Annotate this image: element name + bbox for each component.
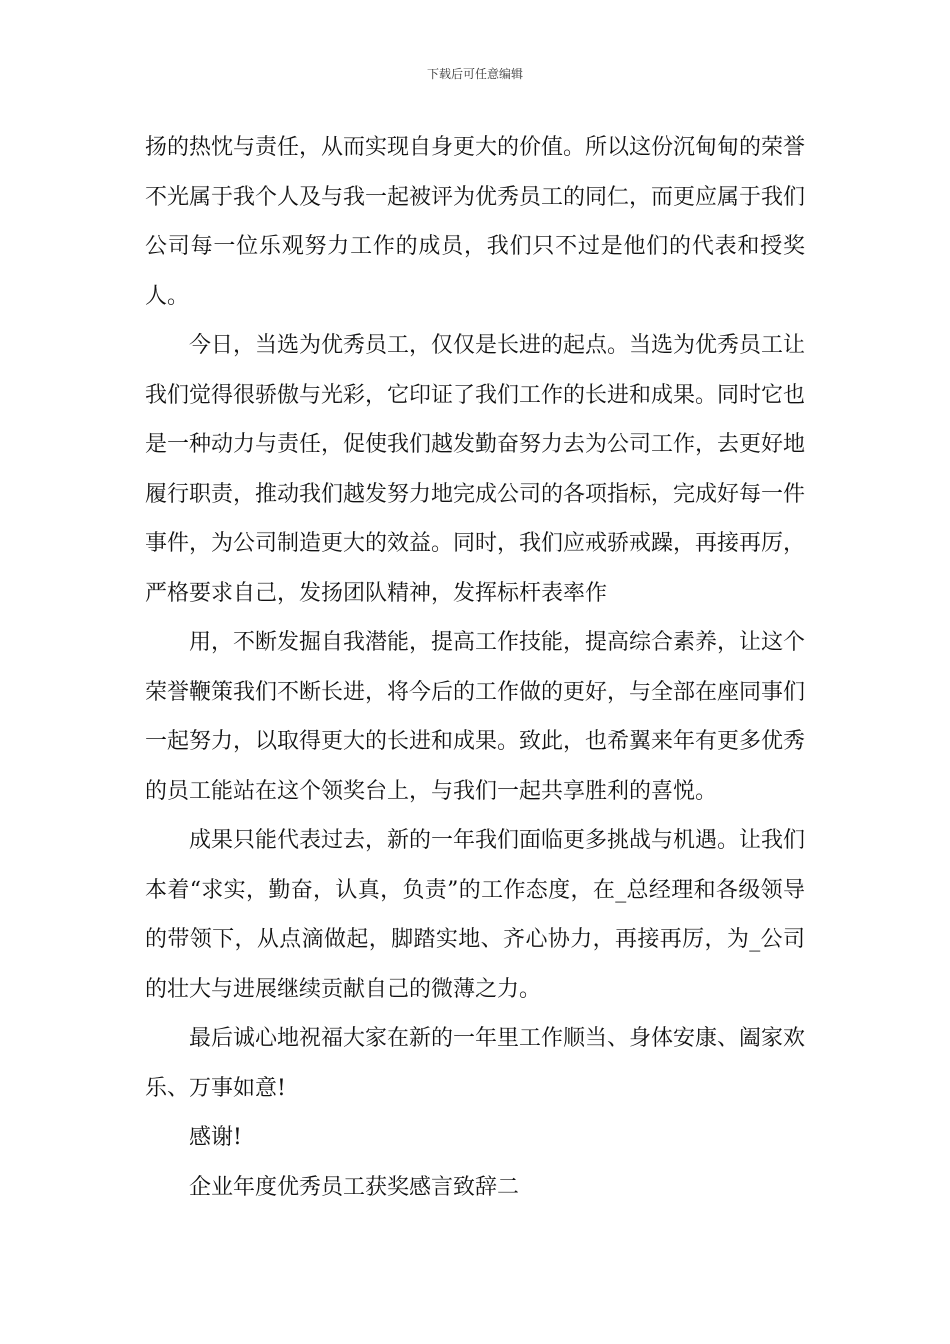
- paragraph: 今日，当选为优秀员工，仅仅是长进的起点。当选为优秀员工让我们觉得很骄傲与光彩，它印证了我们工作的长进和成果。同时它也是一种动力与责任，促使我们越发勤奋努力去为公司工作，去更好地履行职责，推动我们越发努力地完成公司的各项指标，完成好每一件事件，为公司制造更大的效益。同时，我们应戒骄戒躁，再接再厉，严格要求自己，发扬团队精神，发挥标杆表率作: [145, 333, 806, 606]
- paragraph: 最后诚心地祝福大家在新的一年里工作顺当、身体安康、阖家欢乐、万事如意!: [145, 1026, 806, 1101]
- paragraph: 成果只能代表过去，新的一年我们面临更多挑战与机遇。让我们本着“求实，勤奋，认真，负责”的工作态度，在_总经理和各级领导的带领下，从点滴做起，脚踏实地、齐心协力，再接再厉，为_公司的壮大与进展继续贡献自己的微薄之力。: [145, 828, 806, 1002]
- paragraph: 用，不断发掘自我潜能，提高工作技能，提高综合素养，让这个荣誉鞭策我们不断长进，将今后的工作做的更好，与全部在座同事们一起努力，以取得更大的长进和成果。致此，也希翼来年有更多优秀的员工能站在这个领奖台上，与我们一起共享胜利的喜悦。: [145, 630, 806, 804]
- page-header: 下载后可任意编辑: [426, 67, 523, 81]
- section-title: 企业年度优秀员工获奖感言致辞二: [189, 1174, 520, 1200]
- paragraph: 感谢!: [189, 1125, 242, 1150]
- paragraph: 扬的热忱与责任，从而实现自身更大的价值。所以这份沉甸甸的荣誉不光属于我个人及与我一起被评为优秀员工的同仁，而更应属于我们公司每一位乐观努力工作的成员，我们只不过是他们的代表和授奖人。: [145, 135, 806, 309]
- document-body: [145, 123, 805, 1212]
